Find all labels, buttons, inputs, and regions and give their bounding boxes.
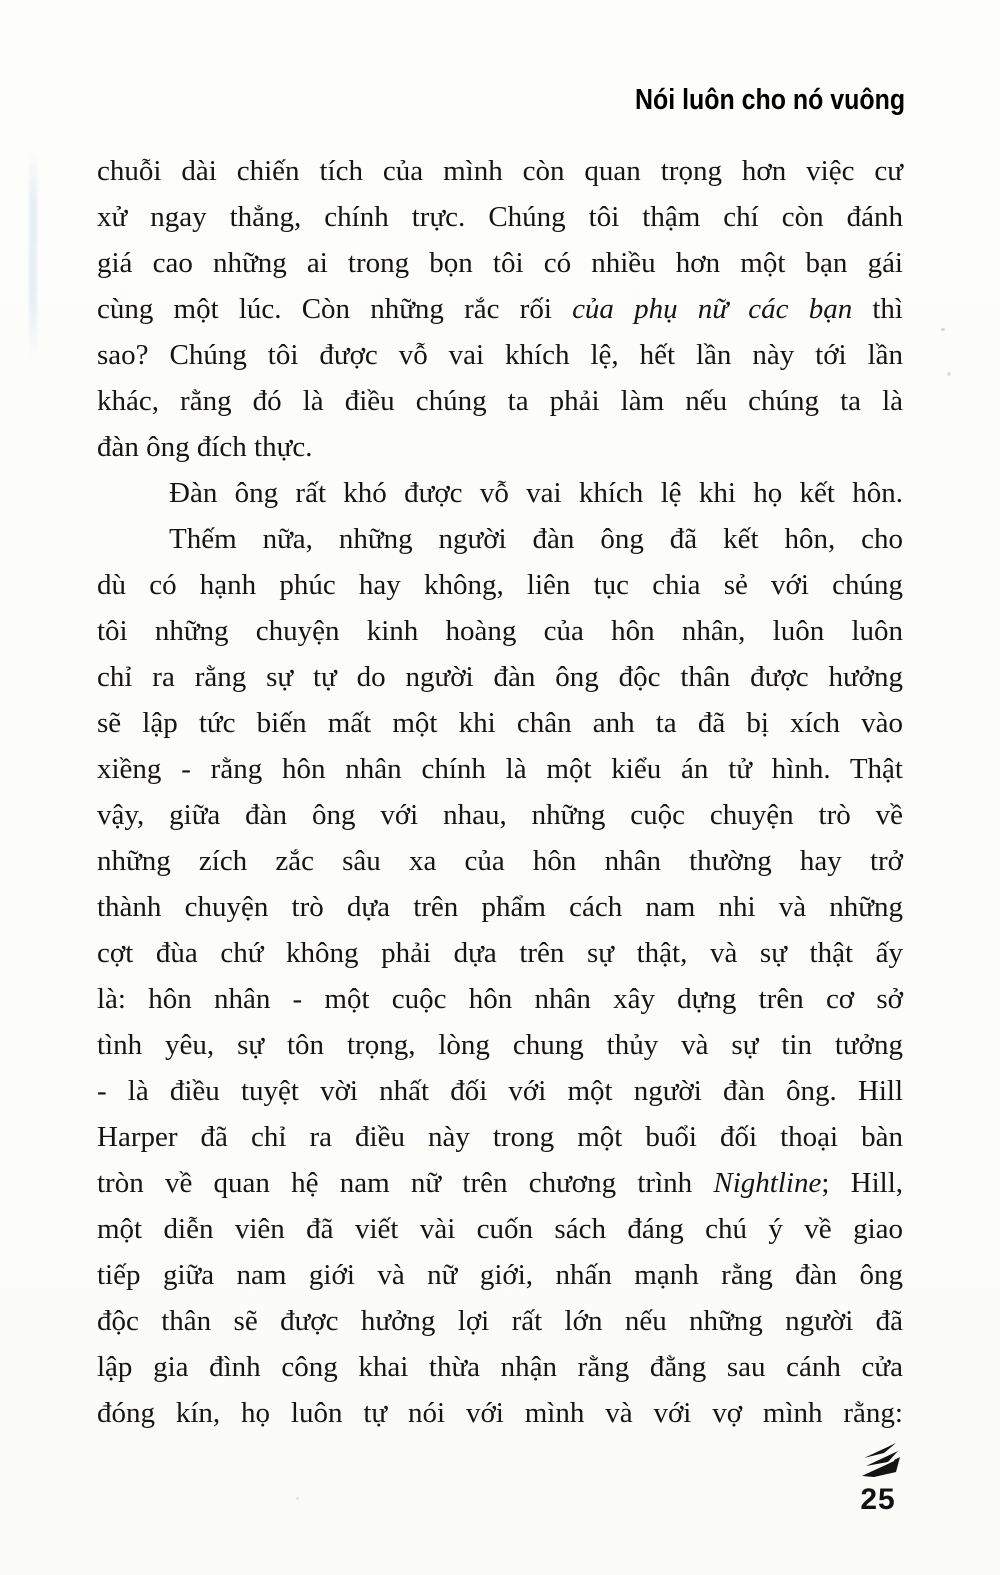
text-segment: đóng kín, họ luôn tự nói với mình và với vợ mình rằng: bbox=[97, 1397, 903, 1429]
text-line bbox=[97, 746, 903, 792]
text-segment: tiếp giữa nam giới và nữ giới, nhấn mạnh rằng đàn ông bbox=[97, 1259, 903, 1291]
text-segment: cùng một lúc. Còn những rắc rối bbox=[97, 293, 573, 325]
text-segment: cợt đùa chứ không phải dựa trên sự thật, và sự thật ấy bbox=[97, 937, 903, 969]
text-line bbox=[97, 286, 903, 332]
text-segment: xử ngay thẳng, chính trực. Chúng tôi thậm chí còn đánh bbox=[97, 201, 903, 233]
text-segment: xiềng - rằng hôn nhân chính là một kiểu án tử hình. Thật bbox=[97, 753, 903, 785]
text-segment: sẽ lập tức biến mất một khi chân anh ta đã bị xích vào bbox=[97, 707, 903, 739]
text-segment: những zích zắc sâu xa của hôn nhân thường hay trở bbox=[97, 845, 903, 877]
text-line bbox=[97, 332, 903, 378]
text-line bbox=[97, 240, 903, 286]
text-line bbox=[97, 1344, 903, 1390]
page-footer bbox=[848, 1441, 908, 1517]
text-segment: ; Hill, bbox=[821, 1167, 904, 1199]
page-number: 25 bbox=[860, 1483, 896, 1516]
text-segment: giá cao những ai trong bọn tôi có nhiều hơn một bạn gái bbox=[97, 247, 903, 279]
scan-artifact-speck bbox=[941, 328, 945, 331]
text-line bbox=[97, 424, 903, 470]
text-segment: Harper đã chỉ ra điều này trong một buổi đối thoại bàn bbox=[97, 1121, 903, 1153]
text-line bbox=[97, 700, 903, 746]
text-segment: - là điều tuyệt vời nhất đối với một người đàn ông. Hill bbox=[97, 1075, 903, 1107]
scan-artifact-speck bbox=[947, 372, 951, 376]
text-line bbox=[97, 516, 903, 562]
text-segment: chỉ ra rằng sự tự do người đàn ông độc thân được hưởng bbox=[97, 661, 903, 693]
text-segment: Thếm nữa, những người đàn ông đã kết hôn, cho bbox=[169, 523, 903, 555]
text-segment: dù có hạnh phúc hay không, liên tục chia sẻ với chúng bbox=[97, 569, 903, 601]
text-segment: chuỗi dài chiến tích của mình còn quan trọng hơn việc cư bbox=[97, 155, 903, 187]
text-line bbox=[97, 838, 903, 884]
text-line bbox=[97, 930, 903, 976]
text-line bbox=[97, 884, 903, 930]
text-line bbox=[97, 378, 903, 424]
running-header: Nói luôn cho nó vuông bbox=[634, 84, 905, 116]
text-segment: là: hôn nhân - một cuộc hôn nhân xây dựng trên cơ sở bbox=[97, 983, 903, 1015]
scan-artifact-speck bbox=[296, 1497, 299, 1500]
text-segment: độc thân sẽ được hưởng lợi rất lớn nếu những người đã bbox=[97, 1305, 903, 1337]
text-line bbox=[97, 654, 903, 700]
text-line bbox=[97, 1114, 903, 1160]
text-segment: tôi những chuyện kinh hoàng của hôn nhân, luôn luôn bbox=[97, 615, 903, 647]
text-line bbox=[97, 1206, 903, 1252]
text-line bbox=[97, 1022, 903, 1068]
text-line bbox=[97, 976, 903, 1022]
text-line bbox=[97, 1298, 903, 1344]
text-segment: vậy, giữa đàn ông với nhau, những cuộc chuyện trò về bbox=[97, 799, 903, 831]
text-segment: đàn ông đích thực. bbox=[97, 431, 313, 463]
text-line bbox=[97, 148, 903, 194]
text-line bbox=[97, 470, 903, 516]
text-segment: lập gia đình công khai thừa nhận rằng đằng sau cánh cửa bbox=[97, 1351, 903, 1383]
text-segment: thành chuyện trò dựa trên phẩm cách nam nhi và những bbox=[97, 891, 903, 923]
italic-text-segment: của phụ nữ các bạn bbox=[572, 293, 853, 325]
text-line bbox=[97, 608, 903, 654]
text-line bbox=[97, 1068, 903, 1114]
text-segment: tình yêu, sự tôn trọng, lòng chung thủy và sự tin tưởng bbox=[97, 1029, 903, 1061]
body-text bbox=[97, 148, 903, 1436]
text-segment: thì bbox=[852, 293, 903, 325]
text-line bbox=[97, 792, 903, 838]
text-segment: một diễn viên đã viết vài cuốn sách đáng chú ý về giao bbox=[97, 1213, 903, 1245]
italic-text-segment: Nightline bbox=[713, 1167, 822, 1199]
text-line bbox=[97, 194, 903, 240]
text-segment: tròn về quan hệ nam nữ trên chương trình bbox=[97, 1167, 714, 1199]
text-segment: khác, rằng đó là điều chúng ta phải làm nếu chúng ta là bbox=[97, 385, 903, 417]
text-segment: sao? Chúng tôi được vỗ vai khích lệ, hết lần này tới lần bbox=[97, 339, 903, 371]
text-line bbox=[97, 562, 903, 608]
publisher-quill-mark-icon bbox=[854, 1441, 902, 1481]
scan-artifact-streak bbox=[29, 152, 37, 362]
text-line bbox=[97, 1252, 903, 1298]
text-line bbox=[97, 1160, 903, 1206]
text-line bbox=[97, 1390, 903, 1436]
text-segment: Đàn ông rất khó được vỗ vai khích lệ khi họ kết hôn. bbox=[169, 477, 903, 509]
